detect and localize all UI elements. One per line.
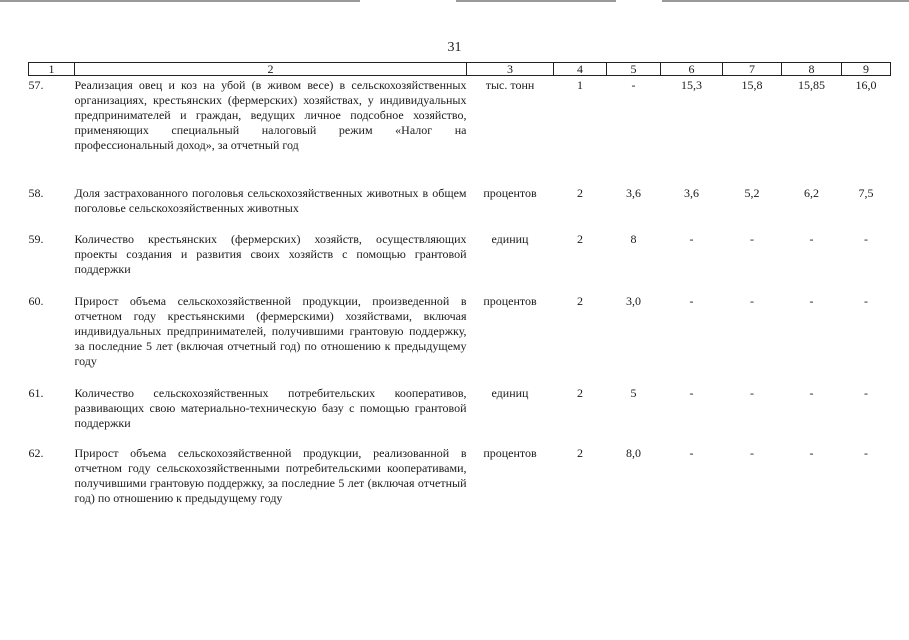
table-header-row	[29, 63, 891, 76]
value-cell: -	[864, 386, 868, 400]
value-cell: 16,0	[855, 78, 877, 92]
table-row	[29, 232, 891, 294]
indicator-name: Прирост объема сельскохозяйственной продукции, произведенной в отчетном году крестьянскими (фермерскими) хозяйствами, включая индивидуальных предпринимателей, получившими грантовую поддержку, за последние 5 лет (включая отчетный год) по отношению к предыдущему году	[74, 294, 467, 368]
column-header: 9	[842, 63, 891, 76]
indicator-name: Доля застрахованного поголовья сельскохозяйственных животных в общем поголовье сельскохозяйственных животных	[74, 186, 467, 215]
value-cell: -	[689, 446, 694, 460]
value-cell: 3,6	[684, 186, 699, 200]
indicator-name: Реализация овец и коз на убой (в живом весе) в сельскохозяйственных организациях, крестьянских (фермерских) хозяйствах, у индивидуальных предпринимателей и граждан, ведущих личное подсобное хозяйство, применяющих специальный налоговый режим «Налог на профессиональный доход», за отчетный год	[74, 78, 467, 152]
value-cell: 15,85	[798, 78, 825, 92]
page-number: 31	[447, 40, 462, 55]
value-cell: 15,8	[741, 78, 763, 92]
unit-cell: процентов	[483, 186, 537, 200]
value-cell: 5,2	[744, 186, 760, 200]
value-cell: 8	[630, 232, 637, 246]
scan-edge-line	[0, 0, 360, 2]
value-cell: 7,5	[858, 186, 874, 200]
value-cell: 3,6	[626, 186, 641, 200]
unit-cell: единиц	[491, 386, 529, 400]
row-number: 60.	[28, 294, 44, 308]
value-cell: 2	[577, 232, 583, 246]
unit-cell: процентов	[483, 294, 537, 308]
unit-cell: тыс. тонн	[485, 78, 535, 92]
scan-edge-line	[662, 0, 909, 2]
column-header: 1	[29, 63, 75, 76]
table-row	[29, 186, 891, 232]
indicator-name: Количество сельскохозяйственных потребительских кооперативов, развивающих свою материально-техническую базу с помощью грантовой поддержки	[74, 386, 467, 430]
indicator-name: Прирост объема сельскохозяйственной продукции, реализованной в отчетном году сельскохозяйственными потребительскими кооперативами, получившими грантовую поддержку, за последние 5 лет (включая отчетный год) по отношению к предыдущему году	[74, 446, 467, 505]
indicator-name: Количество крестьянских (фермерских) хозяйств, осуществляющих проекты создания и развития своих хозяйств с помощью грантовой поддержки	[74, 232, 467, 276]
row-number: 58.	[28, 186, 44, 200]
value-cell: 3,0	[626, 294, 641, 308]
value-cell: 2	[577, 386, 583, 400]
row-number: 57.	[28, 78, 44, 92]
value-cell: -	[809, 232, 814, 246]
table-row	[29, 386, 891, 446]
column-header: 7	[723, 63, 782, 76]
column-header: 2	[75, 63, 467, 76]
row-number: 61.	[28, 386, 44, 400]
column-header: 8	[782, 63, 842, 76]
column-header: 3	[467, 63, 554, 76]
table-row	[29, 76, 891, 187]
value-cell: -	[864, 294, 868, 308]
row-number: 59.	[28, 232, 44, 246]
scan-edge-line	[456, 0, 616, 2]
value-cell: 6,2	[804, 186, 819, 200]
value-cell: 15,3	[681, 78, 702, 92]
value-cell: -	[689, 386, 694, 400]
table-row	[29, 446, 891, 508]
value-cell: -	[750, 232, 754, 246]
value-cell: -	[809, 446, 814, 460]
value-cell: 8,0	[626, 446, 641, 460]
value-cell: 5	[630, 386, 637, 400]
value-cell: -	[631, 78, 636, 92]
value-cell: 2	[577, 446, 583, 460]
value-cell: -	[689, 294, 694, 308]
value-cell: -	[864, 446, 868, 460]
table-row	[29, 294, 891, 386]
value-cell: 1	[577, 78, 583, 92]
value-cell: -	[864, 232, 868, 246]
indicator-table	[28, 62, 891, 508]
value-cell: 2	[577, 186, 583, 200]
value-cell: -	[689, 232, 694, 246]
unit-cell: единиц	[491, 232, 529, 246]
row-number: 62.	[28, 446, 44, 460]
value-cell: -	[750, 386, 754, 400]
value-cell: -	[809, 386, 814, 400]
value-cell: -	[750, 446, 754, 460]
column-header: 5	[607, 63, 661, 76]
value-cell: -	[809, 294, 814, 308]
value-cell: -	[750, 294, 754, 308]
value-cell: 2	[577, 294, 583, 308]
column-header: 4	[554, 63, 607, 76]
unit-cell: процентов	[483, 446, 537, 460]
column-header: 6	[661, 63, 723, 76]
